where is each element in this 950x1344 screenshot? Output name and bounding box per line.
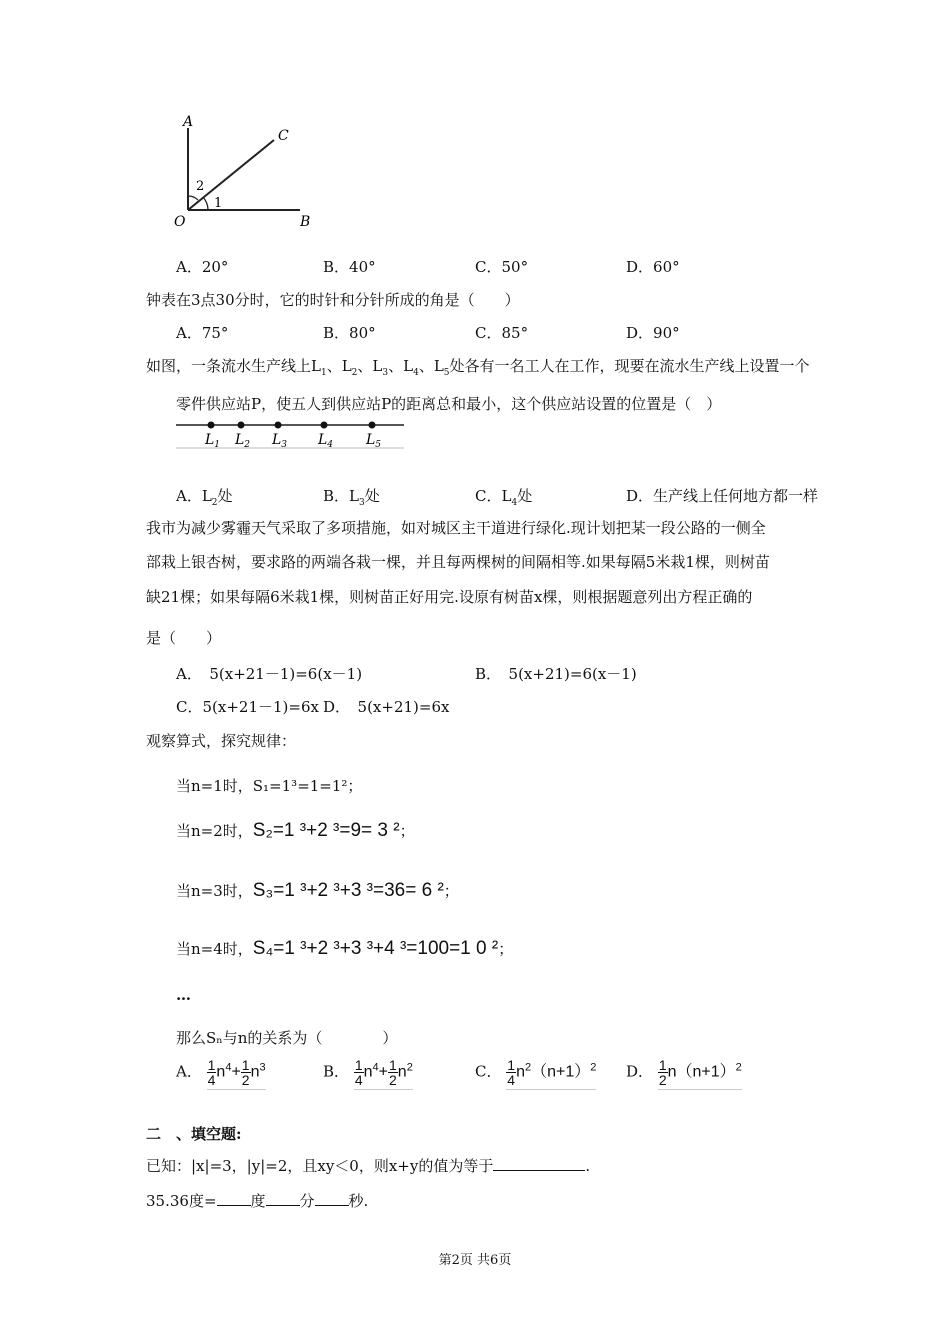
production-line-figure <box>176 417 406 451</box>
opt-b-sub: 3 <box>358 498 365 508</box>
line-text-mid3: 、L <box>388 357 414 375</box>
angle-arc <box>203 197 208 210</box>
question-trees-line-2: 部栽上银杏树，要求路的两端各栽一棵，并且每两棵树的间隔相等.如果每隔5米栽1棵，则树苗 <box>146 553 770 571</box>
label-l3-sub: 3 <box>281 440 288 450</box>
frac-num: 1 <box>241 1057 250 1073</box>
label-l1-name: L <box>205 432 215 448</box>
abs-end: . <box>585 1157 591 1175</box>
question-trees-line-4: 是（ ） <box>146 629 222 647</box>
opt-d-pre: D．生产线上任何地方都一样 <box>626 487 819 505</box>
option-b[interactable]: B．80° <box>323 324 376 342</box>
line-text-mid4: 、L <box>418 357 444 375</box>
label-l5-sub: 5 <box>375 440 382 450</box>
frac-den: 4 <box>207 1072 216 1088</box>
option-b[interactable]: B． 5(x+21)=6(x－1) <box>475 665 637 683</box>
frac-den: 2 <box>388 1072 397 1088</box>
option-d[interactable] <box>626 1058 742 1090</box>
point-l1 <box>208 422 215 429</box>
question-line-2: 零件供应站P，使五人到供应站P的距离总和最小，这个供应站设置的位置是（ ） <box>176 395 722 413</box>
label-l3 <box>271 432 287 450</box>
label-o: O <box>174 214 186 230</box>
opt-b-pre: B．L <box>323 487 359 505</box>
frac-den: 2 <box>658 1072 667 1088</box>
point-l5 <box>369 422 376 429</box>
option-b[interactable] <box>323 485 380 508</box>
label-l2 <box>234 432 250 450</box>
question-line <box>146 355 810 378</box>
deg-pre: 35.36度= <box>146 1192 217 1210</box>
frac-num: 1 <box>658 1057 667 1073</box>
row2-pre: 当n=2时， <box>176 822 253 840</box>
option-a[interactable]: A．75° <box>176 324 229 342</box>
opt-a-pre: A．L <box>176 487 212 505</box>
frac-num: 1 <box>207 1057 216 1073</box>
option-b[interactable]: B．40° <box>323 258 376 276</box>
opt-c-sub: 4 <box>511 498 518 508</box>
option-c[interactable] <box>475 1058 596 1090</box>
sec-unit: 秒. <box>348 1192 369 1210</box>
row3-pre: 当n=3时， <box>176 882 253 900</box>
sub-4: 4 <box>413 368 419 378</box>
pattern-row-4 <box>176 938 513 960</box>
option-d[interactable] <box>626 485 818 506</box>
option-c[interactable]: C．50° <box>475 258 529 276</box>
line-text-mid1: 、L <box>326 357 352 375</box>
answer-blank[interactable] <box>493 1156 585 1171</box>
ray-oc <box>188 140 274 210</box>
frac-num: 1 <box>354 1057 363 1073</box>
option-b[interactable] <box>323 1058 413 1090</box>
row4-pre: 当n=4时， <box>176 940 253 958</box>
label-l2-sub: 2 <box>244 440 251 450</box>
frac-num: 1 <box>388 1057 397 1073</box>
option-d[interactable]: D．90° <box>626 324 680 342</box>
page-footer: 第2页 共6页 <box>438 1253 512 1268</box>
opt-a-letter: A． <box>176 1062 202 1081</box>
opt-a-sub: 2 <box>211 498 218 508</box>
question-abs <box>146 1155 590 1176</box>
pattern-ellipsis: … <box>176 986 191 1004</box>
sub-3: 3 <box>382 368 389 378</box>
option-c[interactable]: C．5(x+21－1)=6x <box>176 698 319 716</box>
opt-b-post: 处 <box>364 487 380 505</box>
sub-5: 5 <box>443 368 450 378</box>
opt-c-post: 处 <box>517 487 533 505</box>
row4-post: ； <box>498 940 514 958</box>
label-l4-sub: 4 <box>327 440 334 450</box>
frac-den: 4 <box>354 1072 363 1088</box>
question-trees-line-3: 缺21棵；如果每隔6米栽1棵，则树苗正好用完.设原有树苗x棵，则根据题意列出方程正确的 <box>146 588 753 606</box>
label-angle2: 2 <box>196 179 205 194</box>
pattern-ask: 那么Sₙ与n的关系为（ ） <box>176 1029 398 1047</box>
option-d[interactable]: D．60° <box>626 258 680 276</box>
label-c: C <box>278 128 289 144</box>
label-l5 <box>365 432 381 450</box>
opt-d-expr: $\frac{1}{2}$ $n(n+1)^2$ <box>658 1057 742 1088</box>
pattern-row-1 <box>176 775 362 796</box>
label-b: B <box>300 214 311 230</box>
option-c[interactable]: C．85° <box>475 324 529 342</box>
row1-text: S₁=1³=1=1²； <box>252 777 363 795</box>
point-l4 <box>321 422 328 429</box>
abs-text: 已知：|x|=3，|y|=2，且xy＜0，则x+y的值为等于 <box>146 1157 494 1175</box>
line-text-pre: 如图，一条流水生产线上L <box>146 357 321 375</box>
line-text-mid2: 、L <box>357 357 383 375</box>
option-a[interactable]: A． 5(x+21－1)=6(x－1) <box>176 665 363 683</box>
opt-a-post: 处 <box>217 487 233 505</box>
row3-post: ； <box>443 882 459 900</box>
row4-expr: S₄=1 ³+2 ³+3 ³+4 ³=100=1 0 ² <box>252 938 499 959</box>
label-l3-name: L <box>272 432 282 448</box>
label-a: A <box>183 114 194 130</box>
label-l1-sub: 1 <box>214 440 221 450</box>
opt-a-expr: $\frac{1}{4}$ $n^4+$ $\frac{1}{2}$ $n^3$ <box>207 1057 266 1088</box>
label-angle1: 1 <box>214 196 223 211</box>
question-trees-line-1: 我市为减少雾霾天气采取了多项措施，如对城区主干道进行绿化.现计划把某一段公路的一侧全 <box>146 519 766 537</box>
pattern-row-2 <box>176 820 415 842</box>
label-l1 <box>204 432 220 450</box>
answer-blank-second[interactable] <box>315 1191 349 1206</box>
answer-blank-minute[interactable] <box>266 1191 300 1206</box>
option-a[interactable]: A．20° <box>176 258 229 276</box>
option-c[interactable] <box>475 485 532 508</box>
angle-arc-2 <box>188 196 198 200</box>
opt-c-expr: $\frac{1}{4}$ $n^2(n+1)^2$ <box>507 1057 597 1088</box>
question-degree <box>146 1190 368 1211</box>
deg-unit: 度 <box>250 1192 266 1210</box>
point-l3 <box>275 422 282 429</box>
frac-half <box>388 1058 398 1087</box>
opt-d-letter: D． <box>626 1062 654 1081</box>
question-pattern-intro: 观察算式，探究规律： <box>146 732 297 750</box>
pattern-row-3 <box>176 880 459 902</box>
opt-b-letter: B． <box>323 1062 350 1081</box>
opt-c-letter: C． <box>475 1062 502 1081</box>
label-l4 <box>317 432 333 450</box>
angle-figure <box>168 112 318 232</box>
row1-pre: 当n=1时， <box>176 777 253 795</box>
sub-1: 1 <box>320 368 327 378</box>
frac-quarter <box>207 1058 217 1087</box>
label-l2-name: L <box>235 432 245 448</box>
frac-den: 2 <box>241 1072 250 1088</box>
min-unit: 分 <box>299 1192 315 1210</box>
frac-den: 4 <box>507 1072 516 1088</box>
frac-quarter <box>506 1058 516 1087</box>
opt-c-pre: C．L <box>475 487 512 505</box>
answer-blank-degree[interactable] <box>217 1191 251 1206</box>
line-text-post: 处各有一名工人在工作，现要在流水生产线上设置一个 <box>449 357 810 375</box>
point-l2 <box>238 422 245 429</box>
frac-quarter <box>354 1058 364 1087</box>
row2-expr: S₂=1 ³+2 ³=9= 3 ² <box>252 820 400 841</box>
label-l4-name: L <box>318 432 328 448</box>
row2-post: ； <box>399 822 415 840</box>
frac-half <box>241 1058 251 1087</box>
opt-b-expr: $\frac{1}{4}$ $n^4+$ $\frac{1}{2}$ $n^2$ <box>354 1057 413 1088</box>
row3-expr: S₃=1 ³+2 ³+3 ³=36= 6 ² <box>252 880 444 901</box>
option-a[interactable] <box>176 485 233 508</box>
label-l5-name: L <box>366 432 376 448</box>
section-title: 二 、填空题: <box>146 1125 242 1143</box>
sub-2: 2 <box>351 368 358 378</box>
question-clock: 钟表在3点30分时，它的时针和分针所成的角是（ ） <box>146 291 520 309</box>
frac-num: 1 <box>507 1057 516 1073</box>
option-a[interactable] <box>176 1058 266 1090</box>
frac-half <box>658 1058 668 1087</box>
option-d[interactable]: D． 5(x+21)=6x <box>323 698 450 716</box>
